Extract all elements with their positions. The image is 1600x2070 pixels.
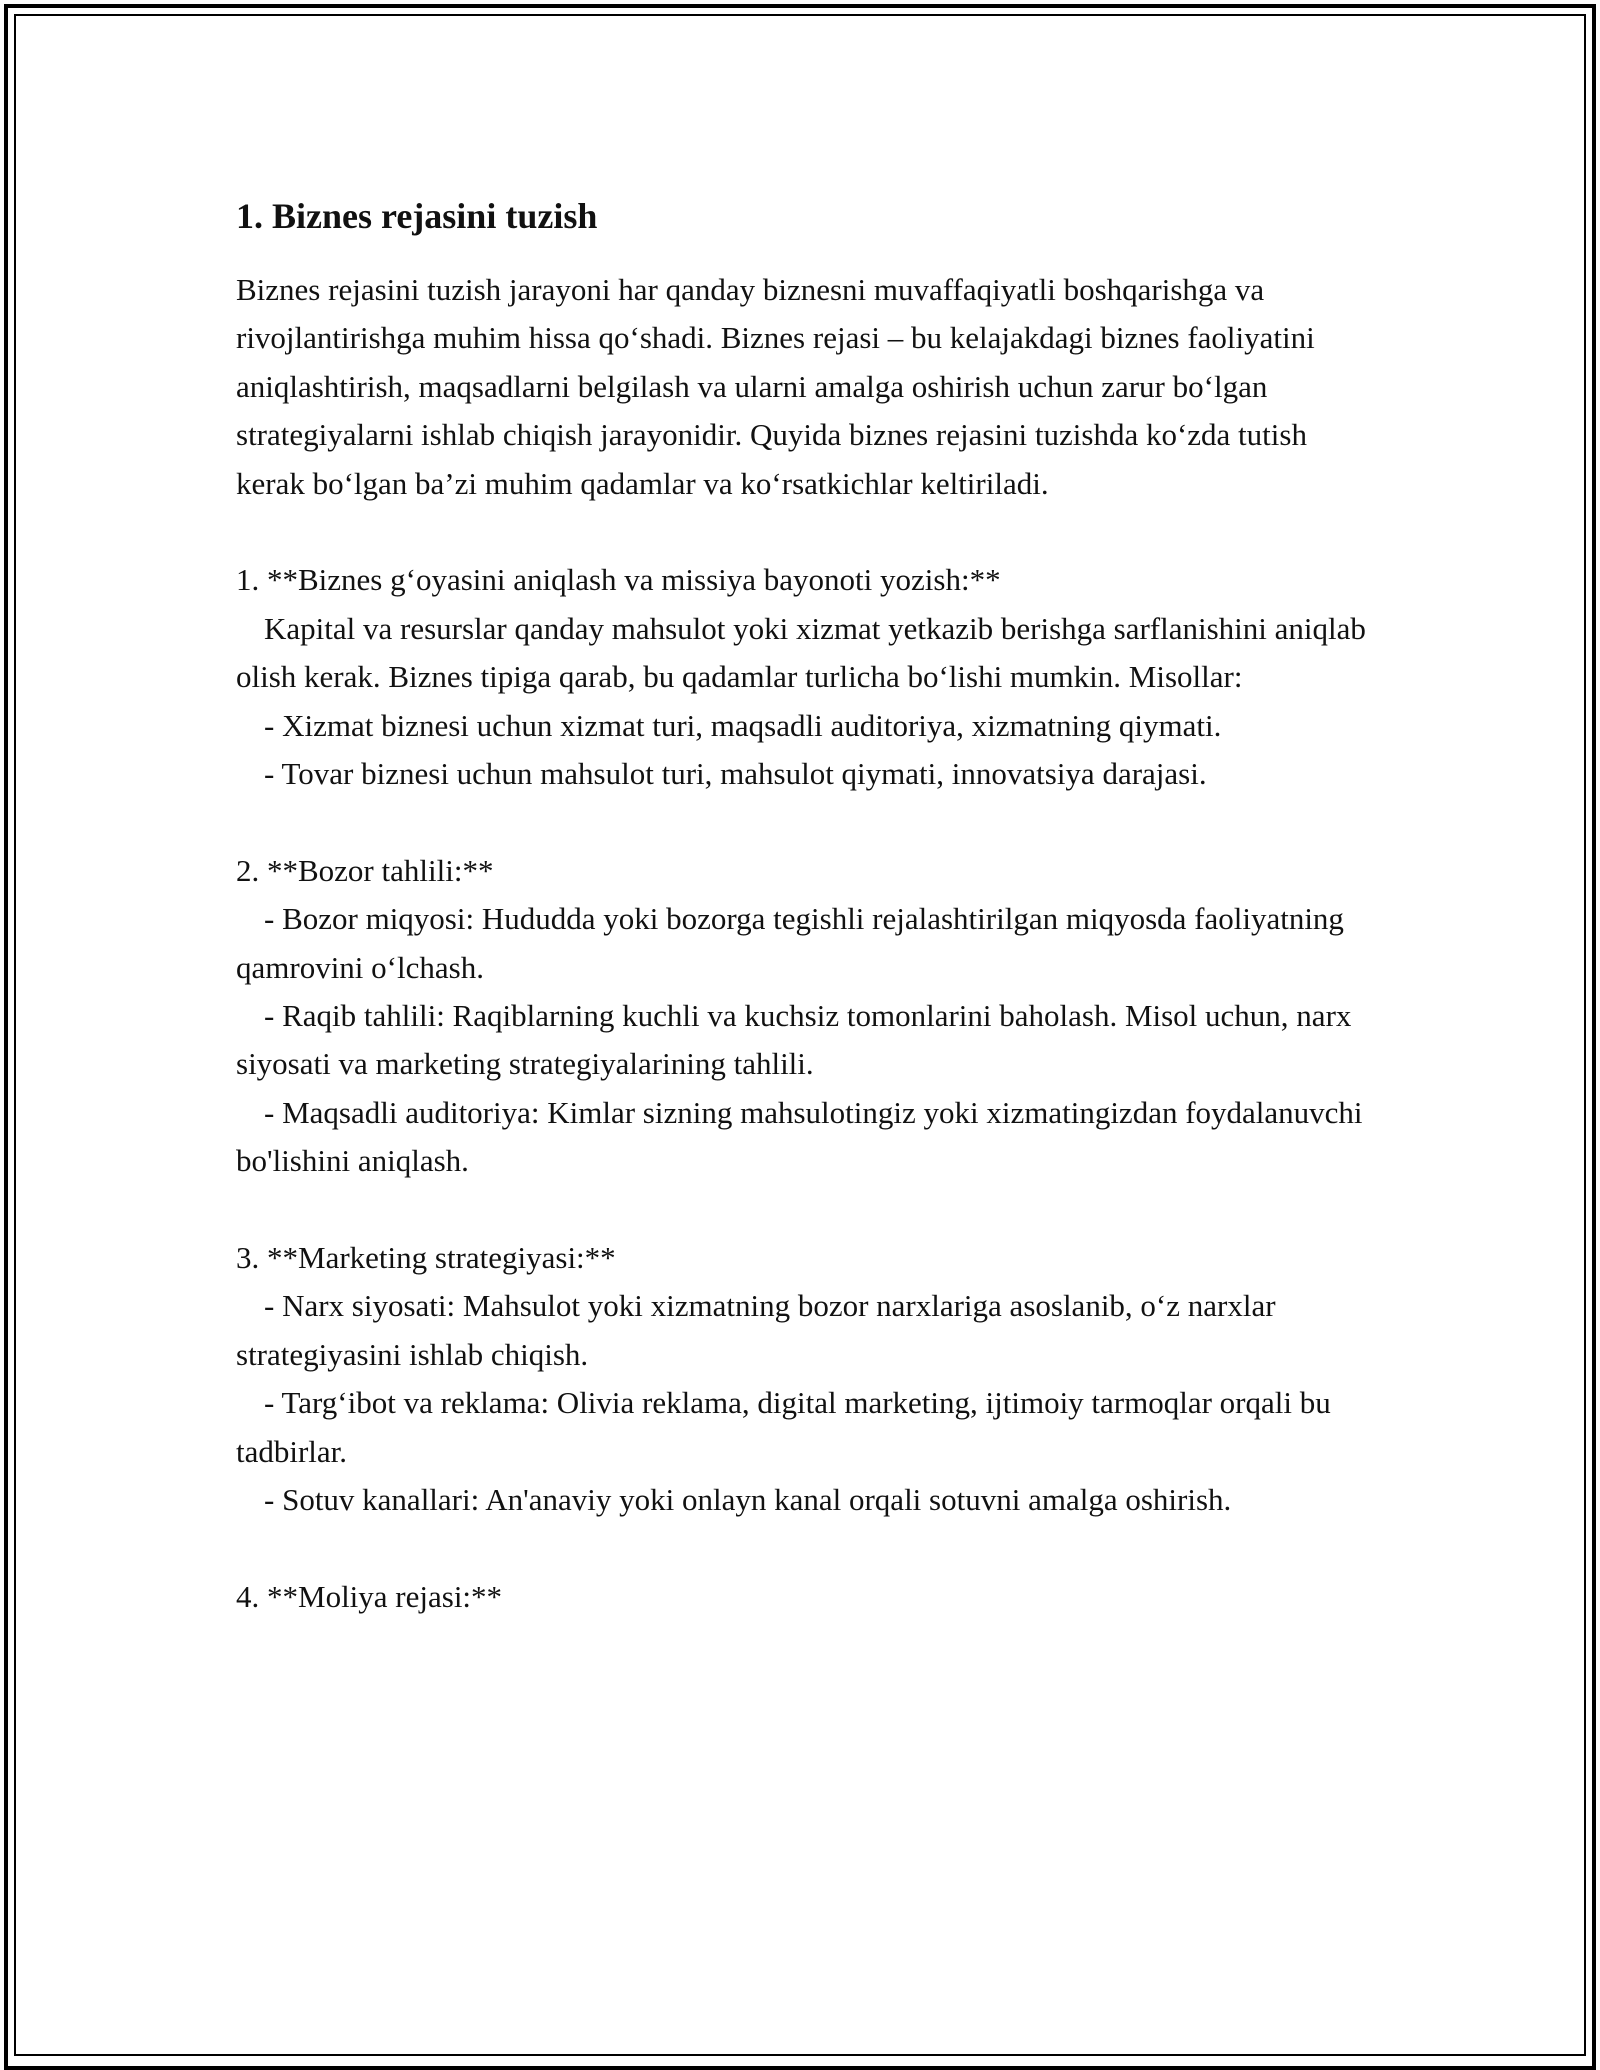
step-1-item [236, 702, 1376, 750]
step-2-item-text: - Maqsadli auditoriya: Kimlar sizning mahsulotingiz yoki xizmatingizdan foydalanuvchi bo'lishini aniqlash. [236, 1094, 1363, 1179]
step-3-title: 3. **Marketing strategiyasi:** [236, 1240, 616, 1276]
step-1-body-text: Kapital va resurslar qanday mahsulot yoki xizmat yetkazib berishga sarflanishini aniqlab olish kerak. Biznes tipiga qarab, bu qadamlar turlicha bo‘lishi mumkin. Misollar: [236, 610, 1366, 695]
step-3-item-text: - Sotuv kanallari: An'anaviy yoki onlayn kanal orqali sotuvni amalga oshirish. [264, 1482, 1232, 1518]
step-3-item [236, 1282, 1376, 1379]
spacer [236, 508, 1376, 556]
step-2-item [236, 992, 1376, 1089]
step-1-item [236, 750, 1376, 798]
step-2-item [236, 1089, 1376, 1186]
step-1-body [236, 605, 1376, 702]
spacer [236, 1186, 1376, 1234]
step-2-item-text: - Bozor miqyosi: Hududda yoki bozorga tegishli rejalashtirilgan miqyosda faoliyatning qamrovini o‘lchash. [236, 901, 1344, 985]
step-2-item [236, 895, 1376, 992]
step-2-item-text: - Raqib tahlili: Raqiblarning kuchli va kuchsiz tomonlarini baholash. Misol uchun, narx siyosati va marketing strategiyalarining tahlili. [236, 998, 1352, 1082]
spacer [236, 798, 1376, 846]
step-3-item [236, 1379, 1376, 1476]
step-4-title: 4. **Moliya rejasi:** [236, 1578, 503, 1614]
spacer [236, 1525, 1376, 1573]
step-1-title: 1. **Biznes g‘oyasini aniqlash va missiya bayonoti yozish:** [236, 562, 1001, 598]
step-3-item-text: - Targ‘ibot va reklama: Olivia reklama, digital marketing, ijtimoiy tarmoqlar orqali bu tadbirlar. [236, 1385, 1331, 1469]
document-body [236, 180, 1376, 1621]
intro-paragraph: Biznes rejasini tuzish jarayoni har qanday biznesni muvaffaqiyatli boshqarishga va rivojlantirishga muhim hissa qo‘shadi. Biznes rejasi – bu kelajakdagi biznes faoliyatini aniqlashtirish, maqsadlarni belgilash va ularni amalga oshirish uchun zarur bo‘lgan strategiyalarni ishlab chiqish jarayonidir. Quyida biznes rejasini tuzishda ko‘zda tutish kerak bo‘lgan ba’zi muhim qadamlar va ko‘rsatkichlar keltiriladi. [236, 272, 1315, 501]
step-1-item-text: - Xizmat biznesi uchun xizmat turi, maqsadli auditoriya, xizmatning qiymati. [264, 707, 1222, 743]
step-3-item [236, 1476, 1376, 1524]
step-1-item-text: - Tovar biznesi uchun mahsulot turi, mahsulot qiymati, innovatsiya darajasi. [264, 756, 1207, 792]
step-3-item-text: - Narx siyosati: Mahsulot yoki xizmatning bozor narxlariga asoslanib, o‘z narxlar strategiyasini ishlab chiqish. [236, 1288, 1276, 1372]
section-heading: 1. Biznes rejasini tuzish [236, 196, 598, 236]
step-2-title: 2. **Bozor tahlili:** [236, 852, 494, 888]
